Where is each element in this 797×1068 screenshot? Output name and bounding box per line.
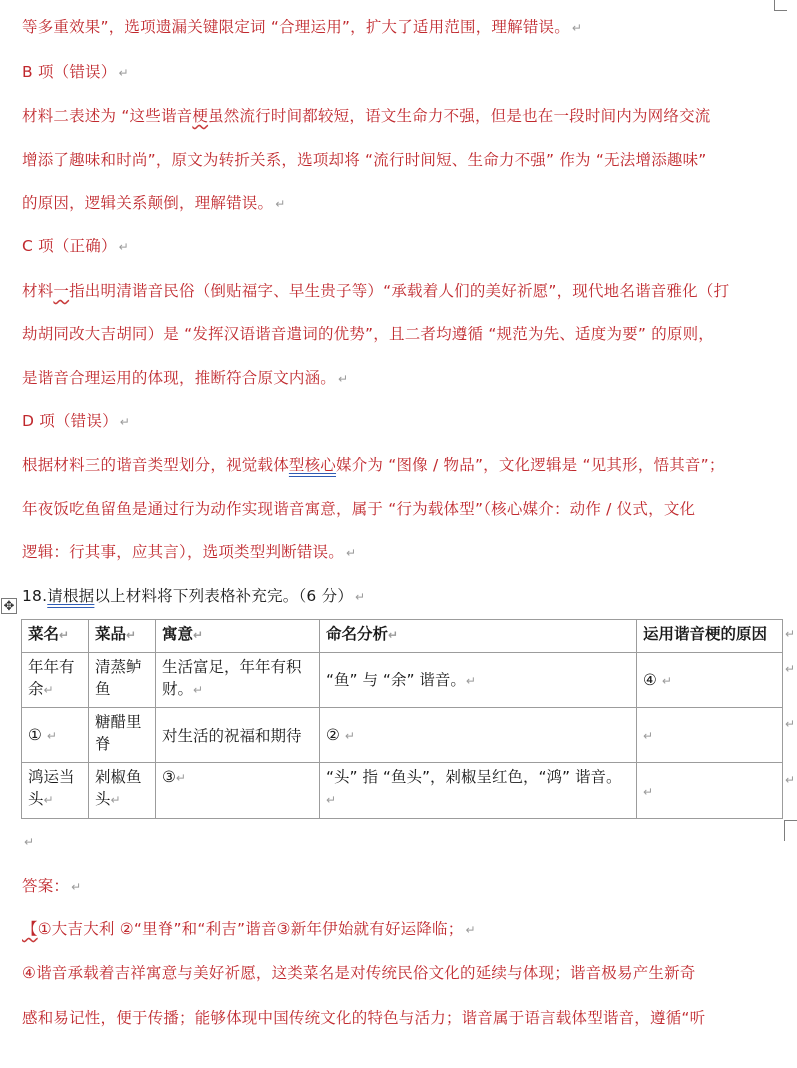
answer-heading: 答案： ↵: [22, 877, 82, 895]
table-cell[interactable]: 清蒸鲈鱼: [89, 653, 156, 708]
table-cell[interactable]: ↵: [637, 708, 783, 763]
header-cell: 菜品↵: [89, 620, 156, 653]
spellcheck-flag: 梗: [192, 107, 209, 125]
table-header-row: [22, 620, 783, 653]
table-cell[interactable]: 年年有余↵: [22, 653, 89, 708]
text-line: 年夜饭吃鱼留鱼是通过行为动作实现谐音寓意，属于 “行为载体型”（核心媒介：动作 / 仪式，文化: [22, 500, 696, 518]
question-18: 18.请根据以上材料将下列表格补充完。（6 分） ↵: [22, 587, 366, 605]
table-cell[interactable]: “头” 指 “鱼头”，剁椒呈红色，“鸿” 谐音。↵: [320, 763, 637, 819]
option-d-heading: D 项（错误） ↵: [22, 412, 131, 430]
text-line: 逻辑：行其事，应其言），选项类型判断错误。 ↵: [22, 543, 357, 561]
fill-in-table: [21, 619, 783, 819]
table-row: [22, 763, 783, 819]
table-cell[interactable]: 糖醋里脊: [89, 708, 156, 763]
option-b-heading: B 项（错误） ↵: [22, 63, 129, 81]
page-corner-mark: [774, 0, 787, 11]
text-line: 是谐音合理运用的体现，推断符合原文内涵。 ↵: [22, 369, 349, 387]
table-cell[interactable]: ③↵: [156, 763, 320, 819]
spellcheck-flag: 【: [22, 920, 38, 938]
table-cell[interactable]: ② ↵: [320, 708, 637, 763]
grammar-flag: 型核心: [288, 456, 337, 474]
header-cell: 命名分析↵: [320, 620, 637, 653]
spellcheck-flag: 一: [53, 282, 70, 300]
table-cell[interactable]: “鱼” 与 “余” 谐音。↵: [320, 653, 637, 708]
table-row: [22, 653, 783, 708]
table-cell[interactable]: 生活富足，年年有积财。↵: [156, 653, 320, 708]
header-cell: 寓意↵: [156, 620, 320, 653]
page-corner-mark: [784, 820, 797, 841]
text-line: 劫胡同改大吉胡同）是 “发挥汉语谐音遣词的优势”，且二者均遵循 “规范为先、适度为要” 的原则，: [22, 325, 715, 343]
table-row: [22, 708, 783, 763]
answer-line: 感和易记性，便于传播；能够体现中国传统文化的特色与活力；谐音属于语言载体型谐音，遵循“听: [22, 1009, 706, 1027]
header-cell: 菜名↵: [22, 620, 89, 653]
table-cell[interactable]: ↵: [637, 763, 783, 819]
answer-line: 【①大吉大利 ②“里脊”和“利吉”谐音③新年伊始就有好运降临； ↵: [22, 920, 476, 938]
row-end-mark: ↵: [785, 662, 796, 676]
row-end-mark: ↵: [785, 627, 796, 641]
table-cell[interactable]: 对生活的祝福和期待: [156, 708, 320, 763]
text-line: 材料二表述为 “这些谐音梗虽然流行时间都较短，语文生命力不强，但是也在一段时间内为网络交流: [22, 107, 711, 125]
text-line: 增添了趣味和时尚”，原文为转折关系，选项却将 “流行时间短、生命力不强” 作为 “无法增添趣味”: [22, 151, 707, 169]
table-cell[interactable]: 剁椒鱼头↵: [89, 763, 156, 819]
option-c-heading: C 项（正确） ↵: [22, 237, 129, 255]
header-cell: 运用谐音梗的原因: [637, 620, 783, 653]
row-end-mark: ↵: [785, 773, 796, 787]
grammar-flag: 请根据: [47, 587, 95, 605]
answer-line: ④谐音承载着吉祥寓意与美好祈愿，这类菜名是对传统民俗文化的延续与体现；谐音极易产生新奇: [22, 964, 696, 982]
text-line: 等多重效果”，选项遗漏关键限定词 “合理运用”，扩大了适用范围，理解错误。 ↵: [22, 18, 583, 36]
text-line: 根据材料三的谐音类型划分，视觉载体型核心媒介为 “图像 / 物品”，文化逻辑是 “见其形，悟其音”；: [22, 456, 725, 474]
text-line: 材料一指出明清谐音民俗（倒贴福字、早生贵子等）“承载着人们的美好祈愿”，现代地名谐音雅化（打: [22, 282, 730, 300]
row-end-mark: ↵: [785, 717, 796, 731]
table-cell[interactable]: 鸿运当头↵: [22, 763, 89, 819]
table-move-handle-icon[interactable]: ✥: [1, 598, 17, 614]
empty-paragraph: ↵: [24, 835, 35, 849]
table-cell[interactable]: ① ↵: [22, 708, 89, 763]
table-cell[interactable]: ④ ↵: [637, 653, 783, 708]
text-line: 的原因，逻辑关系颠倒，理解错误。 ↵: [22, 194, 286, 212]
